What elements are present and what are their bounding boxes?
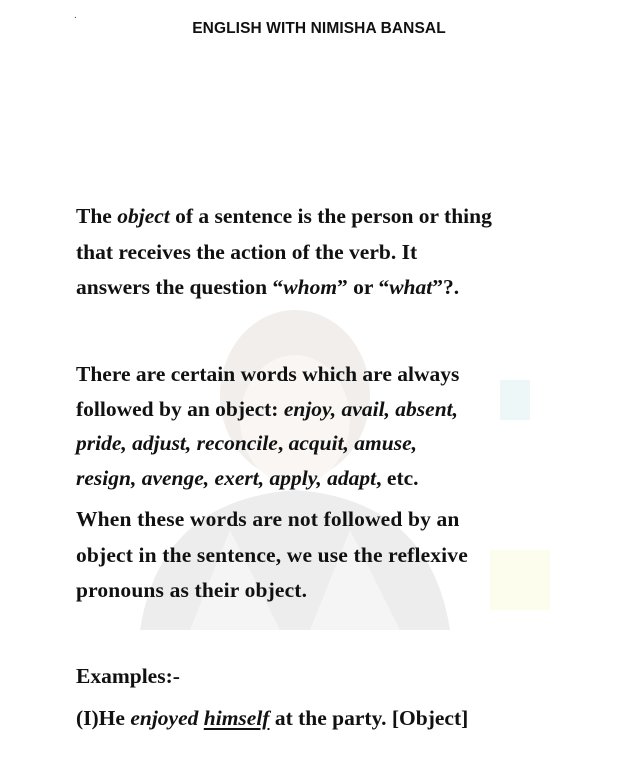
word-list-italic-2: pride, adjust, reconcile — [76, 431, 278, 455]
example-1: (I)He enjoyed himself at the party. [Object] — [76, 706, 469, 730]
term-object: object — [117, 204, 170, 228]
word-list-line-3: pride, adjust, reconcile, acquit, amuse, — [76, 431, 418, 455]
rule-line-1: When these words are not followed by an — [76, 507, 460, 531]
word-list-italic-4: resign, avenge, exert, apply, adapt — [76, 465, 377, 490]
word-list-italic-3: acquit, amuse, — [288, 431, 418, 455]
definition-line-1: The object of a sentence is the person or thing — [76, 204, 492, 228]
example-verb: enjoyed — [130, 706, 199, 730]
term-whom: whom — [283, 275, 338, 299]
reflexive-rule-paragraph — [76, 502, 576, 609]
definition-paragraph — [76, 199, 576, 306]
definition-line-3: answers the question “whom” or “what”?. — [76, 275, 460, 299]
rule-line-2: object in the sentence, we use the reflexive — [76, 542, 468, 567]
word-list-italic-1: enjoy, avail, absent, — [283, 396, 459, 421]
word-list-paragraph — [76, 357, 576, 495]
term-what: what — [389, 275, 433, 299]
corner-dot: . — [74, 10, 77, 21]
definition-line-2: that receives the action of the verb. It — [76, 239, 418, 264]
example-reflexive-pronoun: himself — [203, 706, 270, 730]
word-list-line-2: followed by an object: enjoy, avail, absent, — [76, 396, 459, 421]
word-list-line-1: There are certain words which are always — [76, 362, 460, 386]
page-header: ENGLISH WITH NIMISHA BANSAL — [192, 20, 446, 37]
rule-line-3: pronouns as their object. — [76, 578, 308, 602]
examples-heading: Examples:- — [76, 664, 180, 688]
word-list-line-4: resign, avenge, exert, apply, adapt, etc. — [76, 465, 419, 490]
